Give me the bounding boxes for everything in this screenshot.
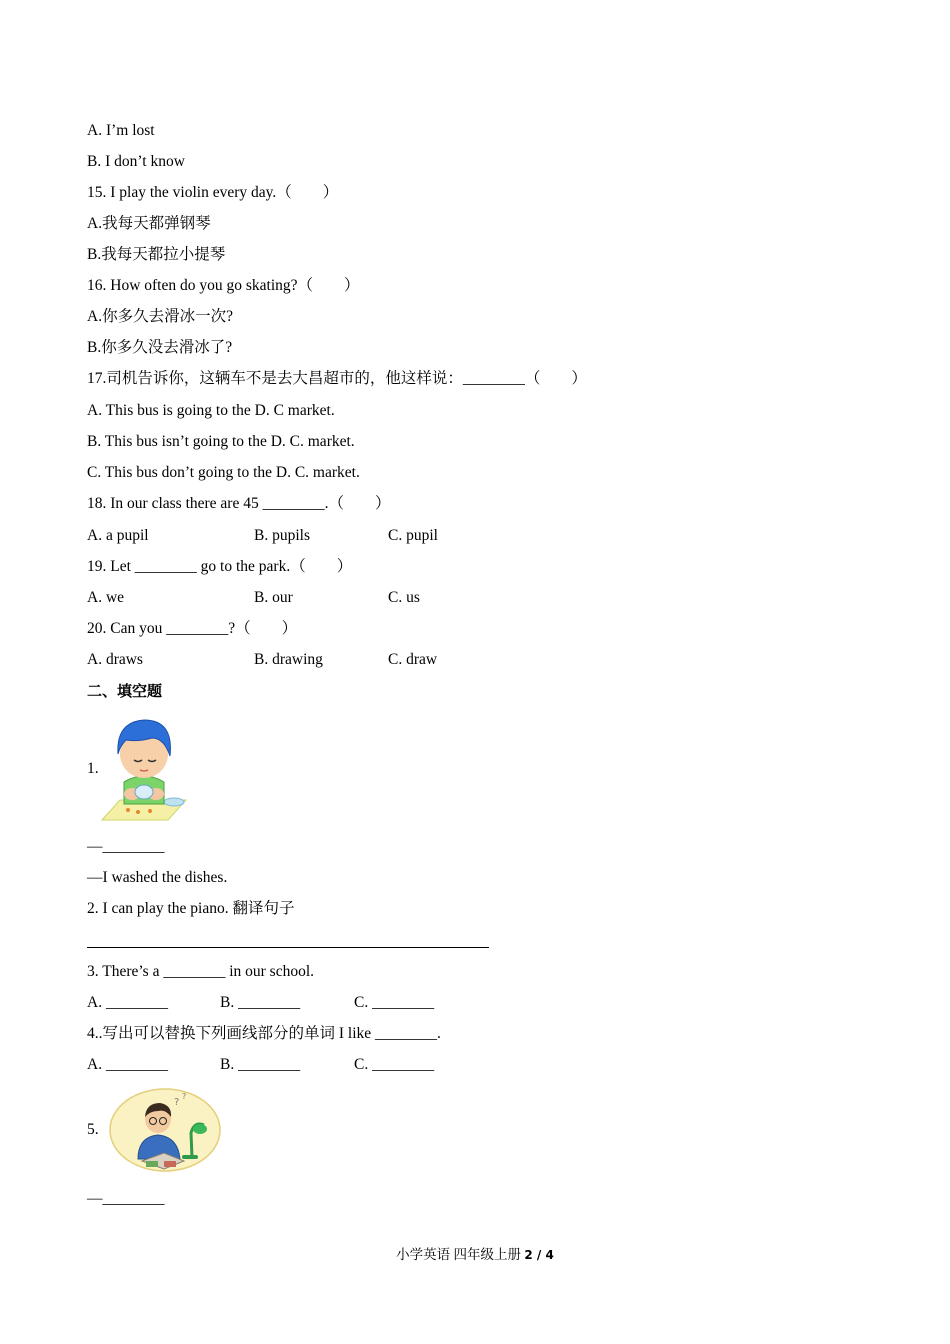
- fill-5-number: 5.: [87, 1121, 99, 1138]
- q18-option-a: A. a pupil: [87, 527, 149, 544]
- page-footer: [0, 1246, 950, 1264]
- q15-option-a: A.我每天都弹钢琴: [87, 215, 211, 232]
- fill-3-option-c: C. ________: [354, 994, 435, 1011]
- question-17: 17.司机告诉你，这辆车不是去大昌超市的，他这样说：________（ ）: [87, 370, 587, 387]
- fill-1-number: 1.: [87, 760, 99, 777]
- fill-4-option-b: B. ________: [220, 1056, 301, 1073]
- fill-1-answer: —I washed the dishes.: [87, 869, 228, 886]
- footer-page-number: 2 / 4: [524, 1248, 554, 1262]
- q14-option-b: B. I don’t know: [87, 153, 185, 170]
- fill-4: 4..写出可以替换下列画线部分的单词 I like ________.: [87, 1025, 441, 1042]
- fill-1-blank: —________: [87, 838, 165, 855]
- fill-3-option-b: B. ________: [220, 994, 301, 1011]
- q17-option-a: A. This bus is going to the D. C market.: [87, 402, 335, 419]
- q20-option-b: B. drawing: [254, 651, 323, 668]
- boy-reading-illustration: [108, 1087, 222, 1173]
- svg-text:?: ?: [182, 1092, 187, 1101]
- question-16: 16. How often do you go skating?（ ）: [87, 277, 360, 294]
- fill-2: 2. I can play the piano. 翻译句子: [87, 900, 295, 917]
- section-heading-fill-blanks: 二、填空题: [87, 682, 163, 700]
- q16-option-a: A.你多久去滑冰一次?: [87, 308, 233, 325]
- q17-option-b: B. This bus isn’t going to the D. C. market.: [87, 433, 355, 450]
- fill-4-option-c: C. ________: [354, 1056, 435, 1073]
- q19-option-b: B. our: [254, 589, 293, 606]
- q19-option-a: A. we: [87, 589, 125, 606]
- question-20: 20. Can you ________?（ ）: [87, 620, 298, 637]
- svg-text:?: ?: [174, 1097, 180, 1108]
- q16-option-b: B.你多久没去滑冰了?: [87, 339, 233, 356]
- question-19: 19. Let ________ go to the park.（ ）: [87, 558, 353, 575]
- q18-option-b: B. pupils: [254, 527, 310, 544]
- footer-label: 小学英语 四年级上册: [396, 1247, 525, 1262]
- q19-option-c: C. us: [388, 589, 420, 606]
- question-15: 15. I play the violin every day.（ ）: [87, 184, 339, 201]
- q17-option-c: C. This bus don’t going to the D. C. market.: [87, 464, 360, 481]
- q14-option-a: A. I’m lost: [87, 122, 155, 139]
- fill-3: 3. There’s a ________ in our school.: [87, 963, 315, 980]
- boy-washing-dishes-illustration: [98, 712, 188, 824]
- q18-option-c: C. pupil: [388, 527, 438, 544]
- fill-2-answer-line: [87, 947, 489, 948]
- fill-3-option-a: A. ________: [87, 994, 168, 1011]
- q20-option-a: A. draws: [87, 651, 143, 668]
- question-18: 18. In our class there are 45 ________.（ ）: [87, 495, 391, 512]
- q20-option-c: C. draw: [388, 651, 438, 668]
- fill-4-option-a: A. ________: [87, 1056, 168, 1073]
- fill-5-blank: —________: [87, 1190, 165, 1207]
- q15-option-b: B.我每天都拉小提琴: [87, 246, 226, 263]
